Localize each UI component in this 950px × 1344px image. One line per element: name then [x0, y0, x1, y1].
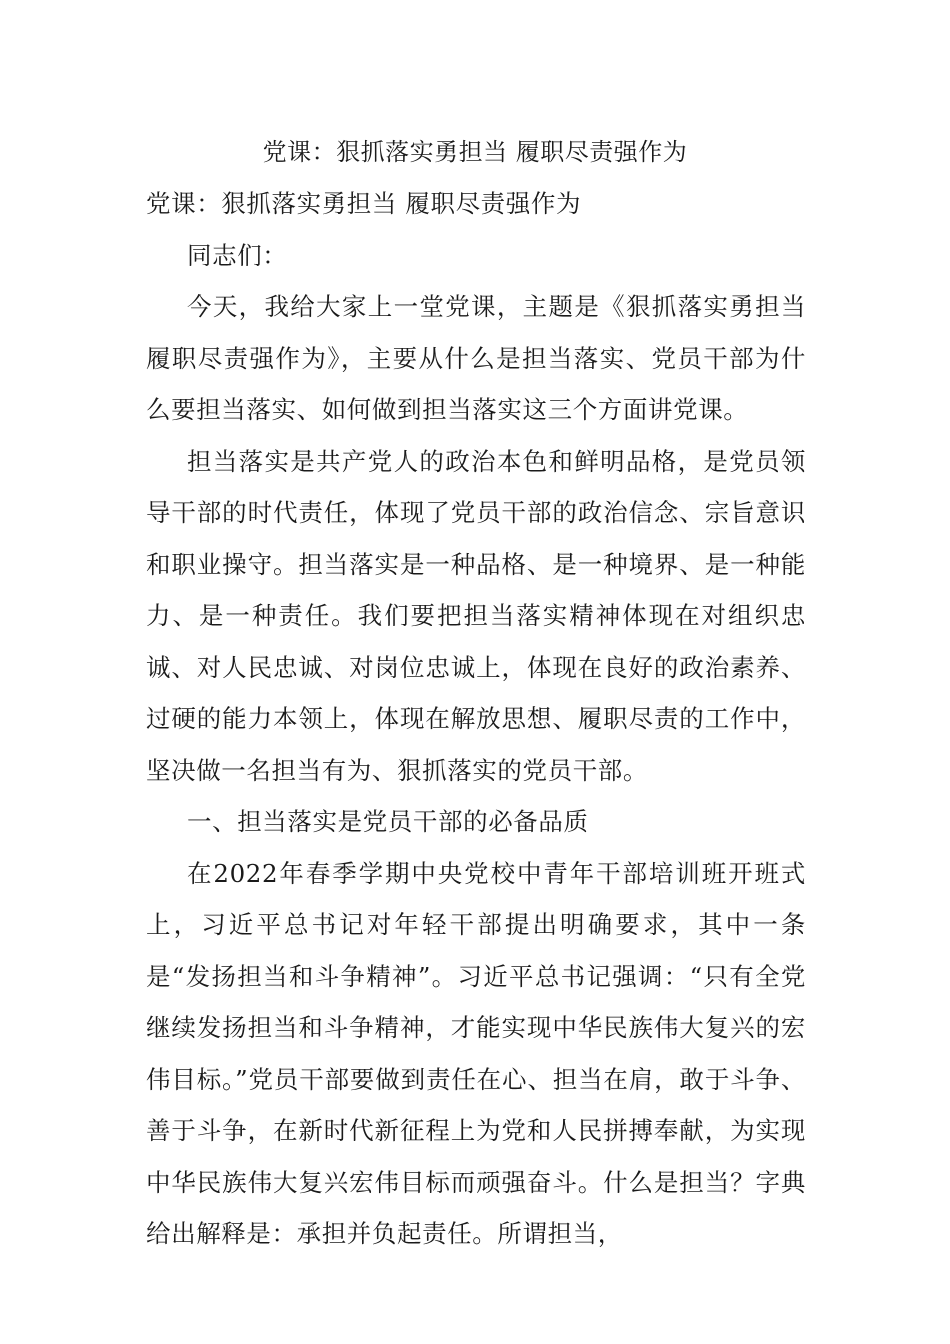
greeting: 同志们： — [187, 240, 288, 270]
section-heading: 一、担当落实是党员干部的必备品质 — [187, 807, 589, 836]
paragraph-intro: 今天，我给大家上一堂党课，主题是《狠抓落实勇担当 履职尽责强作为》，主要从什么是担当落实、党员干部为什么要担当落实、如何做到担当落实这三个方面讲党课。 — [146, 292, 806, 424]
document-body — [146, 178, 806, 1260]
document-title: 党课：狠抓落实勇担当 履职尽责强作为 — [262, 138, 688, 166]
paragraph-section-one: 在2022年春季学期中央党校中青年干部培训班开班式上，习近平总书记对年轻干部提出明确要求，其中一条是“发扬担当和斗争精神”。习近平总书记强调：“只有全党继续发扬担当和斗争精神，才能实现中华民族伟大复兴的宏伟目标。”党员干部要做到责任在心、担当在肩，敢于斗争、善于斗争，在新时代新征程上为党和人民拼搏奉献，为实现中华民族伟大复兴宏伟目标而顽强奋斗。什么是担当？字典给出解释是：承担并负起责任。所谓担当， — [146, 858, 806, 1248]
paragraph-overview: 担当落实是共产党人的政治本色和鲜明品格，是党员领导干部的时代责任，体现了党员干部的政治信念、宗旨意识和职业操守。担当落实是一种品格、是一种境界、是一种能力、是一种责任。我们要把担当落实精神体现在对组织忠诚、对人民忠诚、对岗位忠诚上，体现在良好的政治素养、过硬的能力本领上，体现在解放思想、履职尽责的工作中，坚决做一名担当有为、狠抓落实的党员干部。 — [146, 446, 806, 785]
document-subtitle: 党课：狠抓落实勇担当 履职尽责强作为 — [146, 189, 582, 218]
